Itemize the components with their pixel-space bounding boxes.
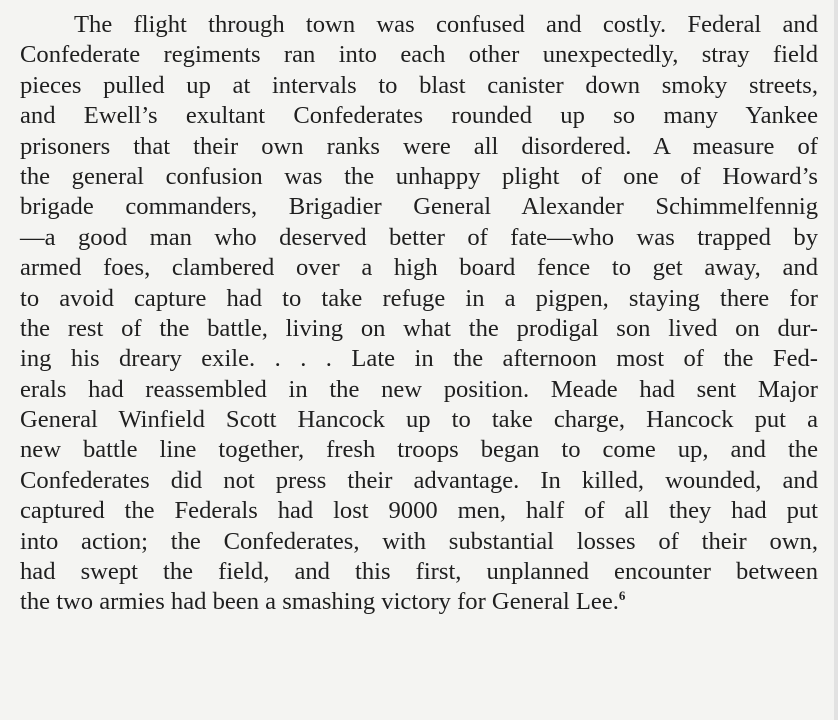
quoted-passage	[20, 10, 818, 618]
text-line: Confederate regiments ran into each other unexpectedly, stray field	[20, 41, 818, 69]
text-line: prisoners that their own ranks were all disordered. A measure of	[20, 132, 818, 160]
text-line: ing his dreary exile. . . . Late in the afternoon most of the Fed-	[20, 345, 818, 373]
text-line: new battle line together, fresh troops began to come up, and the	[20, 436, 818, 464]
footnote-marker: 6	[618, 588, 626, 604]
final-text-line	[20, 587, 818, 617]
text-line: to avoid capture had to take refuge in a pigpen, staying there for	[20, 284, 818, 312]
text-line: The flight through town was confused and costly. Federal and	[74, 11, 818, 38]
page-edge-shadow	[834, 0, 838, 720]
text-line: Confederates did not press their advantage. In killed, wounded, and	[20, 466, 818, 494]
final-line-text: the two armies had been a smashing victory for General Lee.	[20, 588, 619, 616]
text-line: captured the Federals had lost 9000 men, half of all they had put	[20, 497, 818, 525]
text-line: the general confusion was the unhappy plight of one of Howard’s	[20, 162, 818, 190]
text-line: brigade commanders, Brigadier General Alexander Schimmelfennig	[20, 193, 818, 221]
text-line: armed foes, clambered over a high board fence to get away, and	[20, 254, 818, 282]
text-line: and Ewell’s exultant Confederates rounded up so many Yankee	[20, 102, 818, 130]
text-line: the rest of the battle, living on what the prodigal son lived on dur-	[20, 314, 818, 342]
text-line: erals had reassembled in the new position. Meade had sent Major	[20, 375, 818, 403]
text-line: pieces pulled up at intervals to blast canister down smoky streets,	[20, 71, 818, 99]
text-line: had swept the field, and this first, unplanned encounter between	[20, 558, 818, 586]
text-line: General Winfield Scott Hancock up to take charge, Hancock put a	[20, 406, 818, 434]
text-line: —a good man who deserved better of fate—who was trapped by	[20, 223, 818, 251]
text-line: into action; the Confederates, with substantial losses of their own,	[20, 527, 818, 555]
